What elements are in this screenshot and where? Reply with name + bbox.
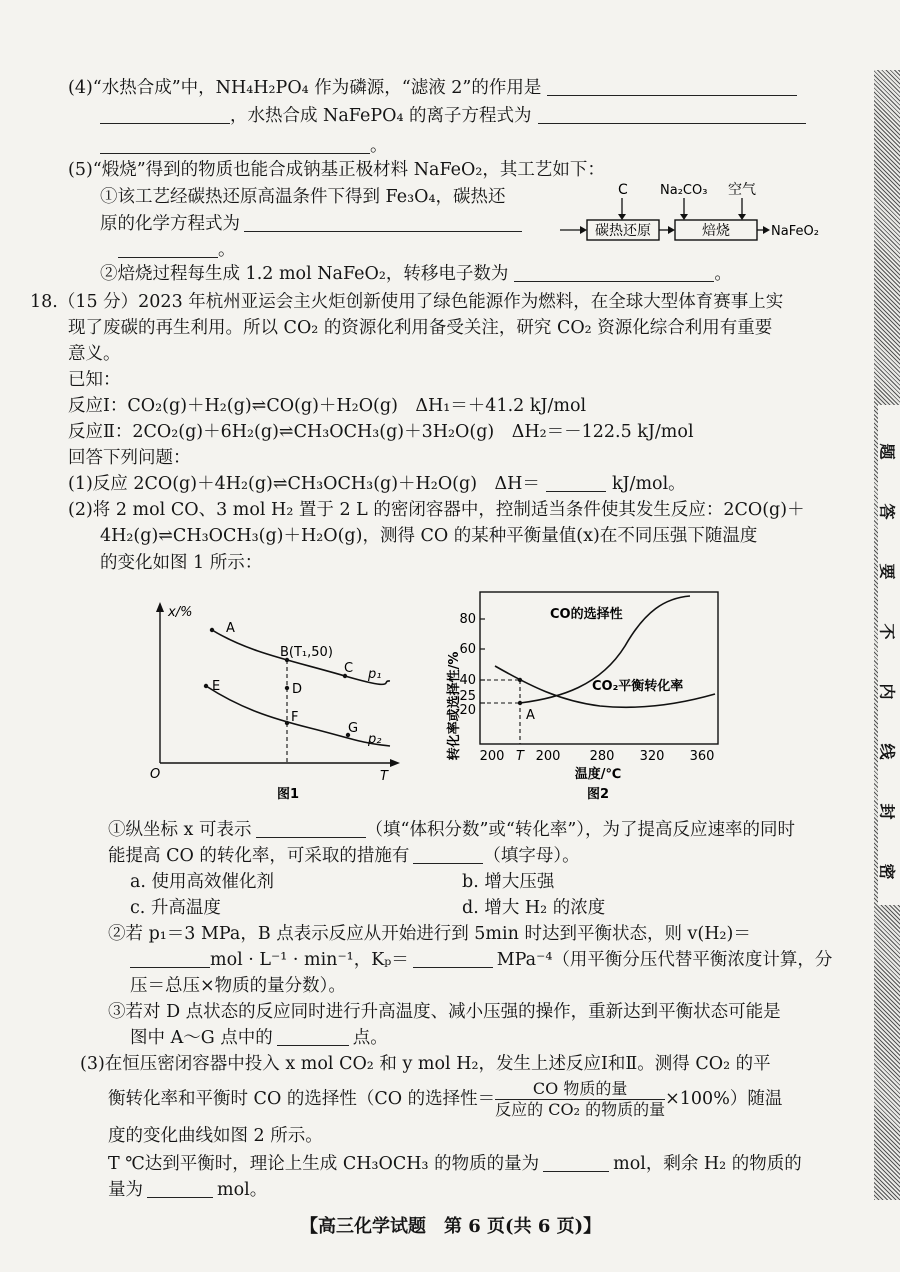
part2-line2: 4H₂(g)⇌CH₃OCH₃(g)＋H₂O(g)，测得 CO 的某种平衡量值(x)在不同压强下随温度 [100,526,758,546]
fig1-ylabel: x/% [168,605,193,620]
selectivity-fraction: $\frac{\text{CO 物质的量}}{\text{反应的 CO₂ 的物质的量}}$ [495,1079,666,1119]
part1-line: (1)反应 2CO(g)＋4H₂(g)⇌CH₃OCH₃(g)＋H₂O(g) ΔH＝ kJ/mol。 [68,474,686,494]
page-footer: 【高三化学试题 第 6 页(共 6 页)】 [300,1216,602,1237]
product-nafeo2: NaFeO₂ [771,224,819,239]
sub2-line1: ②若 p₁＝3 MPa，B 点表示反应从开始进行到 5min 时达到平衡状态，则 v(H₂)＝ [108,924,751,944]
fig2-ytick-80: 80 [459,612,476,627]
sub3-blank[interactable] [277,1027,349,1046]
q4-line3: 。 [100,134,388,158]
q4-line2: ，水热合成 NaFePO₄ 的离子方程式为 [100,104,806,128]
fig2-xtick-280: 280 [589,749,615,764]
fig1-point-a: A [226,621,235,636]
q4-line1 [68,76,797,100]
process-flow-diagram [560,178,840,248]
fig2-ytick-40: 40 [459,673,476,688]
q5-line3: 原的化学方程式为 [100,212,522,236]
fig2-xtick-200a: 200 [479,749,505,764]
seal-char: 封 [877,803,897,820]
answer-prompt: 回答下列问题： [68,448,191,468]
option-c: c. 升高温度 [130,898,221,918]
reagent-c: C [618,182,628,198]
part2-line1: (2)将 2 mol CO、3 mol H₂ 置于 2 L 的密闭容器中，控制适当条件使其发生反应：2CO(g)＋ [68,500,805,520]
part1-blank[interactable] [546,473,606,492]
part3-blank-2[interactable] [147,1179,213,1198]
fig2-ytick-25: 25 [459,689,476,704]
part2-line3: 的变化如图 1 所示： [100,553,263,573]
q5-blank-2[interactable] [118,239,218,258]
sub2-line2: mol · L⁻¹ · min⁻¹，Kₚ＝ MPa⁻⁴（用平衡分压代替平衡浓度计算，分 [130,948,832,972]
q18-line3: 意义。 [68,344,121,364]
fig2-ytick-60: 60 [459,642,476,657]
fig1-point-e: E [212,679,221,694]
svg-text:碳热还原: 碳热还原 [595,223,651,239]
reaction-2: 反应Ⅱ：2CO₂(g)＋6H₂(g)⇌CH₃OCH₃(g)＋3H₂O(g) ΔH₂＝－122.5 kJ/mol [68,422,694,442]
fig1-series-p1: p₁ [368,667,382,682]
q5-line4: 。 [118,238,236,262]
fig2-ytick-20: 20 [459,703,476,718]
fig2-xtick-200b: 200 [535,749,561,764]
fig2-point-a: A [526,708,535,723]
sub1-line1: ①纵坐标 x 可表示 （填“体积分数”或“转化率”），为了提高反应速率的同时 [108,820,796,840]
sub1-blank-2[interactable] [413,845,483,864]
reagent-air: 空气 [728,182,756,198]
part3-line4: T ℃达到平衡时，理论上生成 CH₃OCH₃ 的物质的量为 mol，剩余 H₂ 的物质的 [108,1154,802,1174]
sub3-line1: ③若对 D 点状态的反应同时进行升高温度、减小压强的操作，重新达到平衡状态可能是 [108,1002,781,1022]
known-label: 已知： [68,370,121,390]
sub1-line2: 能提高 CO 的转化率，可采取的措施有 （填字母）。 [108,846,580,866]
seal-char: 题 [877,443,897,460]
fig1-title: 图1 [277,787,300,802]
q4-blank-1[interactable] [547,77,797,96]
option-a: a. 使用高效催化剂 [130,872,275,892]
q4-text: (4)“水热合成”中，NH₄H₂PO₄ 作为磷源，“滤液 2”的作用是 [68,78,542,98]
figure-2-chart [440,586,730,806]
fig1-point-d: D [292,682,303,697]
sub2-blank-1[interactable] [130,949,210,968]
option-b: b. 增大压强 [462,872,555,892]
sub2-line3: 压＝总压×物质的量分数）。 [130,976,346,996]
q5-line2: ①该工艺经碳热还原高温条件下得到 Fe₃O₄，碳热还 [100,187,506,207]
q18-line1: 18.（15 分）2023 年杭州亚运会主火炬创新使用了绿色能源作为燃料，在全球大型体育赛事上实 [30,292,784,312]
part3-blank-1[interactable] [543,1153,609,1172]
fig1-xlabel: T [380,769,388,784]
reagent-na2co3: Na₂CO₃ [660,183,708,198]
q5-line1: (5)“煅烧”得到的物质也能合成钠基正极材料 NaFeO₂，其工艺如下： [68,160,605,180]
fig2-xtick-t: T [516,749,524,764]
q4-blank-4[interactable] [100,135,370,154]
fig2-title: 图2 [586,787,610,802]
fig2-xtick-320: 320 [639,749,665,764]
reaction-1: 反应Ⅰ：CO₂(g)＋H₂(g)⇌CO(g)＋H₂O(g) ΔH₁＝＋41.2 kJ/mol [68,396,587,416]
sub2-blank-2[interactable] [413,949,493,968]
q5-blank-1[interactable] [244,213,522,232]
seal-char: 密 [877,863,897,880]
sub1-blank-1[interactable] [256,819,366,838]
sub3-line2: 图中 A～G 点中的 点。 [130,1028,388,1048]
option-d: d. 增大 H₂ 的浓度 [462,898,606,918]
fig1-point-g: G [348,721,359,736]
part3-line2: 衡转化率和平衡时 CO 的选择性（CO 的选择性＝ $\frac{\text{CO 物质的量}}{\text{反应的 CO₂ 的物质的量}}$ ×100%）随温 [108,1079,783,1119]
q5-blank-3[interactable] [514,263,714,282]
fig1-point-b: B(T₁,50) [280,645,333,660]
figure-1-chart [140,598,410,808]
part3-line5: 量为 mol。 [108,1180,268,1200]
seal-char: 要 [877,563,897,580]
fig1-origin: O [150,767,161,782]
fig1-point-c: C [344,661,354,676]
part3-line3: 度的变化曲线如图 2 所示。 [108,1126,323,1146]
q5-line5: ②焙烧过程每生成 1.2 mol NaFeO₂，转移电子数为 。 [100,264,732,284]
fig2-ylabel: 转化率或选择性/% [447,651,462,761]
q4-blank-2[interactable] [100,105,230,124]
q18-line2: 现了废碳的再生利用。所以 CO₂ 的资源化利用备受关注，研究 CO₂ 资源化综合利用有重要 [68,318,773,338]
svg-text:焙烧: 焙烧 [702,223,730,239]
fig2-xlabel: 温度/℃ [574,767,622,782]
q4-blank-3[interactable] [538,105,806,124]
seal-char: 内 [877,683,897,700]
fig2-series-co2-conversion: CO₂平衡转化率 [592,679,684,694]
fig2-series-co-selectivity: CO的选择性 [550,607,623,622]
part3-line1: (3)在恒压密闭容器中投入 x mol CO₂ 和 y mol H₂，发生上述反应Ⅰ和Ⅱ。测得 CO₂ 的平 [80,1054,771,1074]
fig2-xtick-360: 360 [689,749,715,764]
seal-char: 线 [877,743,897,760]
seal-char: 不 [877,623,897,640]
seal-char: 答 [877,503,897,520]
fig1-point-f: F [291,710,299,725]
fig1-series-p2: p₂ [368,732,382,747]
